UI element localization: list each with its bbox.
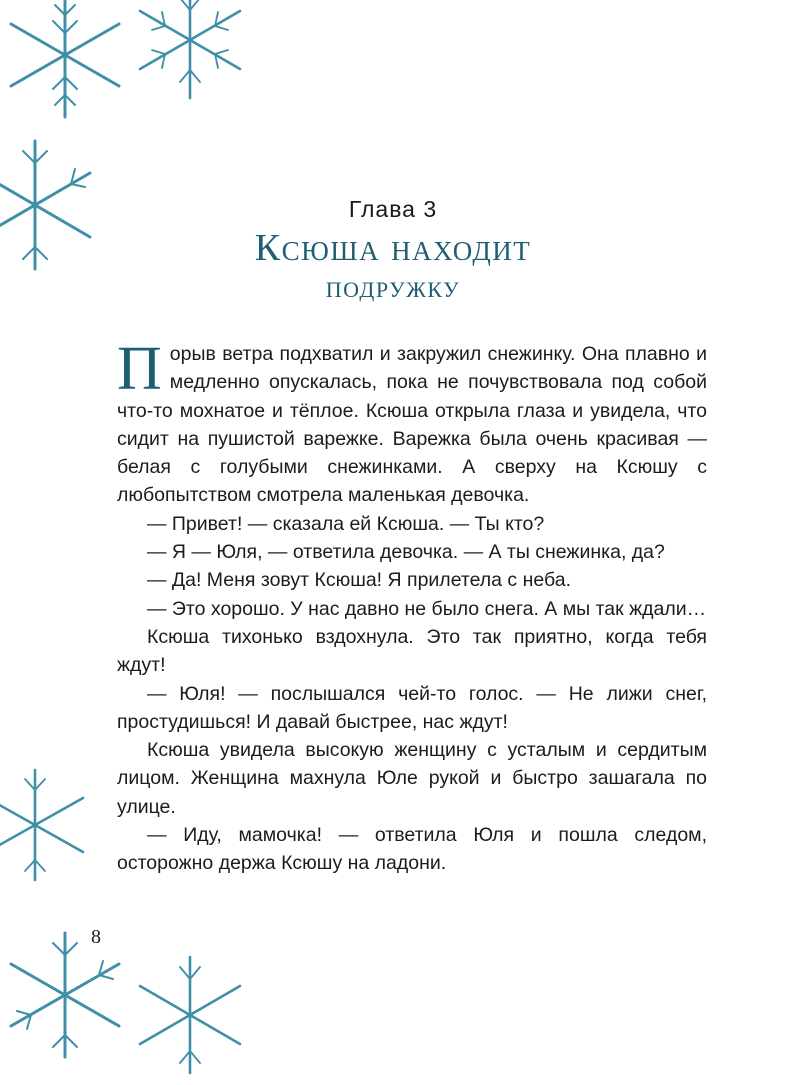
paragraph: — Юля! — послышался чей-то голос. — Не лижи снег, простудишься! И давай быстрее, нас ждут!: [117, 682, 707, 733]
paragraph-text: орыв ветра подхватил и закружил снежинку. Она плавно и медленно опускалась, пока не почувствовала под собой что-то мохнатое и тёплое. Ксюша открыла глаза и увидела, что сидит на пушистой варежке. Варежка была очень красивая — белая с голубыми снежинками. А сверху на Ксюшу с любопытством смотрела маленькая девочка.: [117, 343, 707, 507]
paragraph: Ксюша тихонько вздохнула. Это так приятно, когда тебя ждут!: [117, 625, 707, 677]
paragraph: — Я — Юля, — ответила девочка. — А ты снежинка, да?: [147, 541, 665, 564]
chapter-title-line2: подружку: [325, 268, 461, 304]
story-text: [117, 335, 707, 878]
snowflake-icon: [120, 0, 260, 110]
paragraph: [117, 335, 707, 510]
snowflake-icon: [0, 760, 100, 890]
paragraph: Ксюша увидела высокую женщину с усталым и сердитым лицом. Женщина махнула Юле рукой и быстро зашагала по улице.: [117, 739, 707, 818]
page-number: 8: [91, 926, 101, 948]
paragraph: — Это хорошо. У нас давно не было снега. А мы так ждали…: [147, 597, 707, 620]
drop-cap: П: [117, 335, 162, 403]
chapter-title: Ксюша находит: [254, 227, 532, 269]
chapter-label: Глава 3: [348, 196, 438, 222]
paragraph: — Да! Меня зовут Ксюша! Я прилетела с неба.: [147, 569, 571, 592]
paragraph: — Иду, мамочка! — ответила Юля и пошла следом, осторожно держа Ксюшу на ладони.: [117, 824, 707, 875]
paragraph: — Привет! — сказала ей Ксюша. — Ты кто?: [147, 512, 545, 535]
snowflake-icon: [120, 945, 260, 1085]
snowflake-icon: [0, 0, 140, 130]
